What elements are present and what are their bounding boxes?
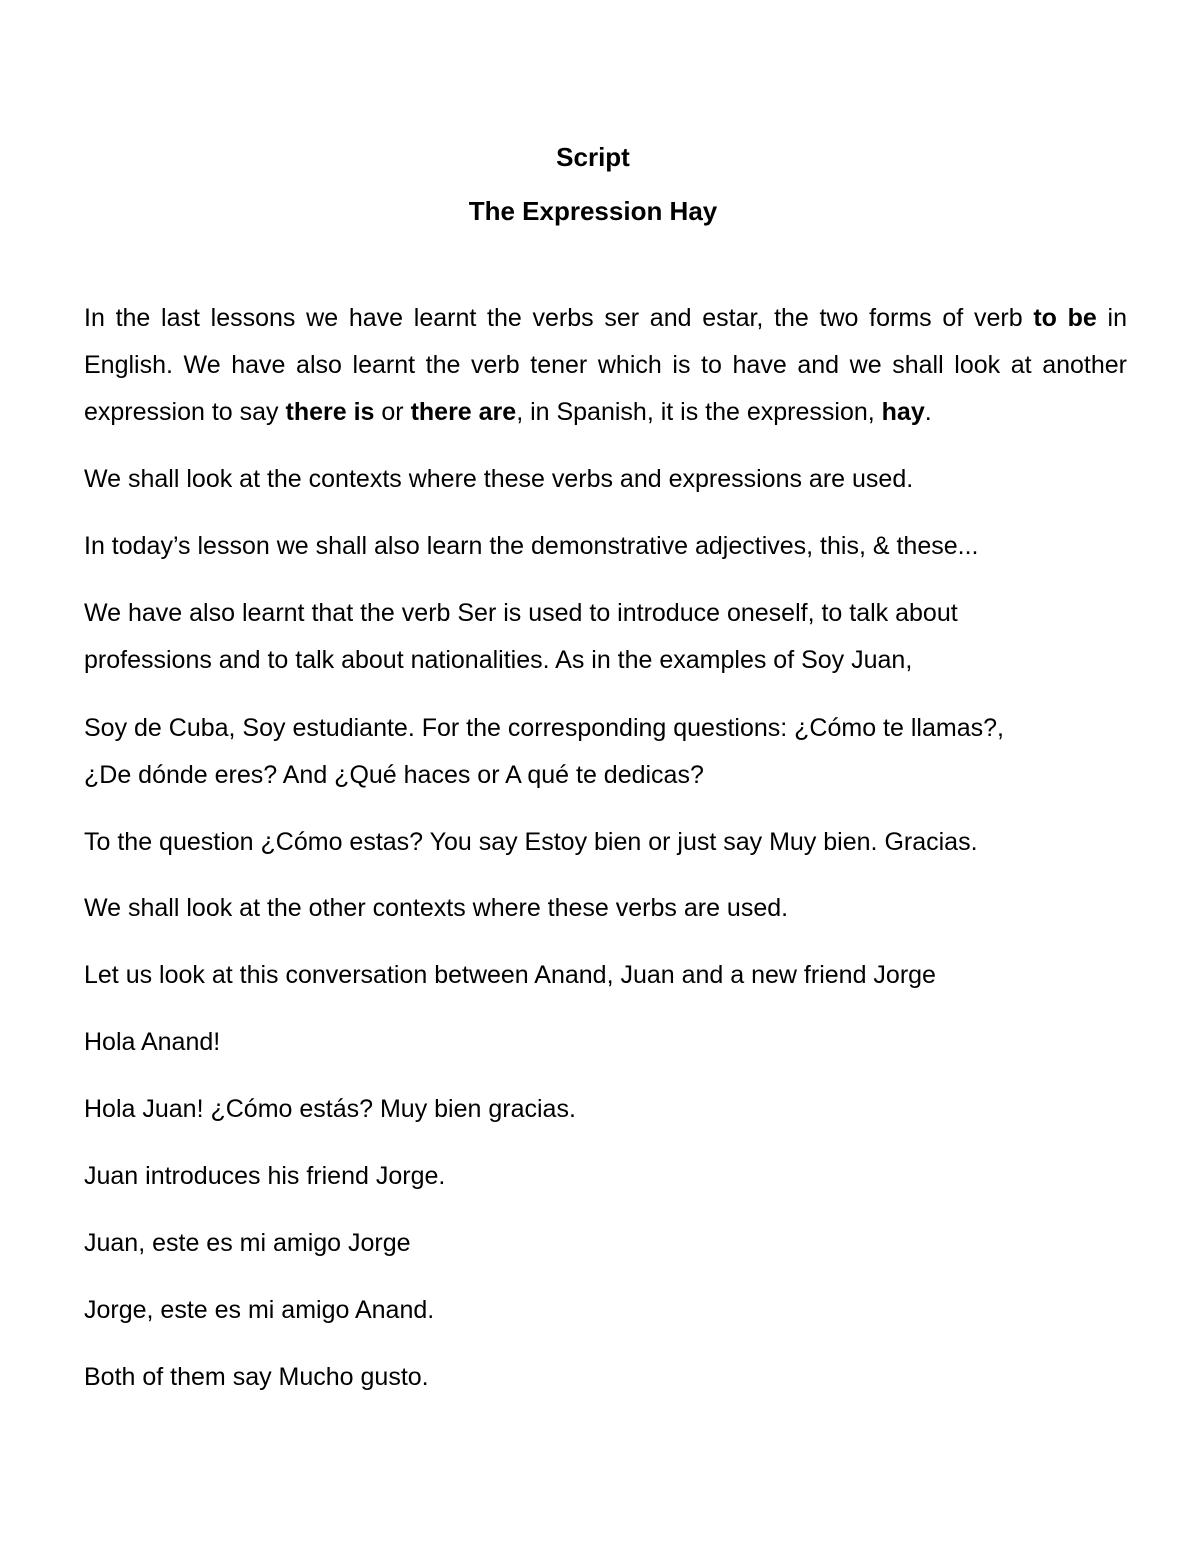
paragraph-let-us: Let us look at this conversation between Anand, Juan and a new friend Jorge <box>84 961 936 989</box>
intro-bold-there-is: there is <box>285 398 375 426</box>
paragraph-soy-line-1: Soy de Cuba, Soy estudiante. For the corresponding questions: ¿Cómo te llamas?, <box>84 714 1004 742</box>
paragraph-mucho-gusto: Both of them say Mucho gusto. <box>84 1363 429 1391</box>
intro-text-1: In the last lessons we have learnt the verbs ser and estar, the two forms of verb <box>84 304 1034 332</box>
intro-text-4: , in Spanish, it is the expression, <box>516 398 882 426</box>
intro-bold-hay: hay <box>881 398 925 426</box>
paragraph-other-contexts: We shall look at the other contexts where these verbs are used. <box>84 894 789 922</box>
paragraph-contexts: We shall look at the contexts where these verbs and expressions are used. <box>84 465 914 493</box>
paragraph-ser-line-1: We have also learnt that the verb Ser is used to introduce oneself, to talk about <box>84 599 958 627</box>
intro-paragraph <box>84 295 1127 436</box>
document-title: Script <box>556 142 630 172</box>
dialogue-jorge-este: Jorge, este es mi amigo Anand. <box>84 1296 435 1324</box>
paragraph-introduces: Juan introduces his friend Jorge. <box>84 1162 446 1190</box>
paragraph-soy-line-2: ¿De dónde eres? And ¿Qué haces or A qué te dedicas? <box>84 761 704 789</box>
paragraph-ser-line-2: professions and to talk about nationalities. As in the examples of Soy Juan, <box>84 646 913 674</box>
intro-text-3: or <box>374 398 411 426</box>
paragraph-como: To the question ¿Cómo estas? You say Estoy bien or just say Muy bien. Gracias. <box>84 828 978 856</box>
paragraph-today: In today’s lesson we shall also learn the demonstrative adjectives, this, & these... <box>84 532 979 560</box>
intro-bold-to-be: to be <box>1033 304 1097 332</box>
intro-bold-there-are: there are <box>410 398 517 426</box>
paragraph-soy <box>84 705 1127 799</box>
intro-text-5: . <box>924 398 932 426</box>
document-subtitle: The Expression Hay <box>468 196 718 226</box>
paragraph-ser <box>84 590 1127 684</box>
intro-text-2: in English. We have also learnt the verb tener which is to have and we shall look at another expression to say <box>84 304 1128 426</box>
dialogue-hola-juan: Hola Juan! ¿Cómo estás? Muy bien gracias. <box>84 1095 576 1123</box>
dialogue-juan-este: Juan, este es mi amigo Jorge <box>84 1229 411 1257</box>
dialogue-hola-anand: Hola Anand! <box>84 1028 221 1056</box>
